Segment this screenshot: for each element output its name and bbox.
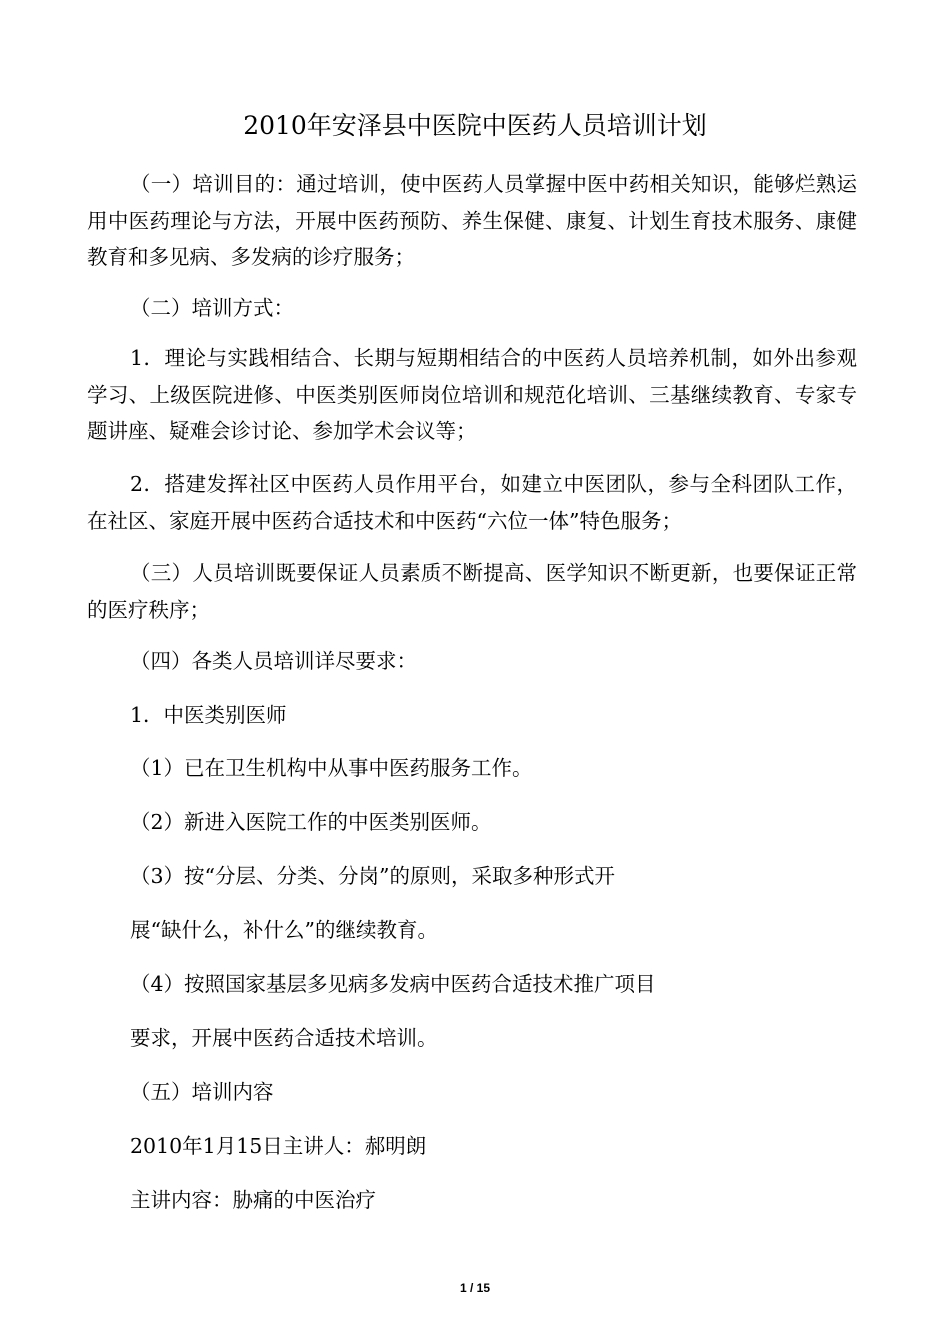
paragraph-training-method-1: 1．理论与实践相结合、长期与短期相结合的中医药人员培养机制，如外出参观学习、上级医院进修、中医类别医师岗位培训和规范化培训、三基继续教育、专家专题讲座、疑难会诊讨论、参加学术会议等； (87, 346, 857, 443)
paragraph-training-order: （三）人员培训既要保证人员素质不断提高、医学知识不断更新，也要保证正常的医疗秩序； (87, 561, 857, 622)
paragraph-training-method-2: 2．搭建发挥社区中医药人员作用平台，如建立中医团队，参与全科团队工作，在社区、家庭开展中医药合适技术和中医药“六位一体”特色服务； (87, 472, 857, 533)
document-title: 2010年安泽县中医院中医药人员培训计划 (243, 111, 707, 140)
line-training-content-heading: （五）培训内容 (130, 1080, 274, 1104)
line-item-2: （2）新进入医院工作的中医类别医师。 (130, 810, 492, 834)
line-tcm-physicians: 1．中医类别医师 (130, 703, 287, 727)
line-lecture-date-speaker: 2010年1月15日主讲人：郝明朗 (130, 1134, 427, 1158)
line-requirements-heading: （四）各类人员培训详尽要求： (130, 649, 417, 673)
line-item-4: （4）按照国家基层多见病多发病中医药合适技术推广项目 (130, 972, 656, 996)
line-lecture-topic: 主讲内容：胁痛的中医治疗 (130, 1188, 376, 1212)
line-item-3: （3）按“分层、分类、分岗”的原则，采取多种形式开 (130, 864, 616, 888)
line-item-3-continued: 展“缺什么，补什么”的继续教育。 (130, 918, 438, 942)
line-item-1: （1）已在卫生机构中从事中医药服务工作。 (130, 756, 533, 780)
paragraph-training-purpose: （一）培训目的：通过培训，使中医药人员掌握中医中药相关知识，能够烂熟运用中医药理论与方法，开展中医药预防、养生保健、康复、计划生育技术服务、康健教育和多见病、多发病的诊疗服务； (87, 172, 857, 269)
line-item-4-continued: 要求，开展中医药合适技术培训。 (130, 1026, 438, 1050)
page-number: 1 / 15 (459, 1281, 491, 1295)
paragraph-training-method-heading: （二）培训方式： (130, 296, 294, 320)
